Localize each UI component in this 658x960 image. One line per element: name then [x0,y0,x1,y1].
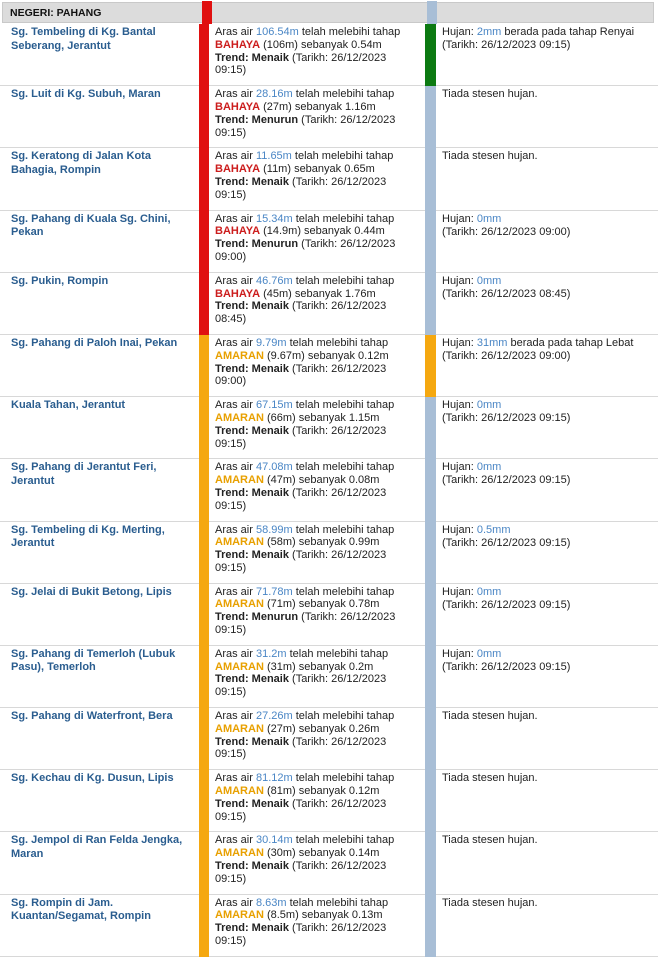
rain-info: Hujan: 0mm (Tarikh: 26/12/2023 09:15) [442,461,571,487]
station-name-link[interactable]: Sg. Pahang di Kuala Sg. Chini, Pekan [11,212,171,239]
rain-color-bar [425,770,436,832]
status-color-bar [199,86,209,148]
status-bar-top [202,1,212,24]
status-label: AMARAN [215,598,264,611]
table-row [0,211,658,273]
rain-value: 0mm [476,647,502,660]
trend-label: Trend: Menaik [215,860,289,873]
status-label: AMARAN [215,722,264,735]
water-level-info: Aras air 46.76m telah melebihi tahap BAHAYA (45m) sebanyak 1.76m Trend: Menaik (Tarikh: 26/12/2023 08:45) [215,274,395,326]
status-label: AMARAN [215,349,264,362]
rain-info: Hujan: 0mm (Tarikh: 26/12/2023 08:45) [442,274,571,300]
water-level-value: 9.79m [255,336,287,349]
water-level-value: 46.76m [255,274,293,287]
water-level-info: Aras air 11.65m telah melebihi tahap BAHAYA (11m) sebanyak 0.65m Trend: Menaik (Tarikh: 26/12/2023 09:15) [215,150,394,201]
status-color-bar [199,895,209,957]
status-label: BAHAYA [215,38,261,51]
water-level-value: 27.26m [255,710,293,723]
rain-info: Hujan: 0mm (Tarikh: 26/12/2023 09:15) [442,399,571,425]
water-level-info: Aras air 58.99m telah melebihi tahap AMARAN (58m) sebanyak 0.99m Trend: Menaik (Tarikh: 26/12/2023 09:15) [215,523,395,574]
trend-label: Trend: Menurun [215,611,299,624]
rain-color-bar [425,459,436,521]
status-label: BAHAYA [215,100,261,113]
table-row [0,584,658,646]
station-name-link[interactable]: Sg. Pukin, Rompin [11,274,109,287]
status-color-bar [199,584,209,646]
trend-label: Trend: Menaik [215,486,289,499]
status-label: BAHAYA [215,163,261,176]
rain-color-bar [425,397,436,459]
status-color-bar [199,459,209,521]
water-level-value: 8.63m [255,896,287,909]
rain-color-bar [425,895,436,957]
rain-value: 0mm [476,274,502,287]
status-label: AMARAN [215,909,264,922]
table-row [0,273,658,335]
status-color-bar [199,708,209,770]
state-title: NEGERI: PAHANG [10,7,102,19]
station-name-link[interactable]: Sg. Pahang di Temerloh (Lubuk Pasu), Temerloh [11,647,176,674]
station-name-link[interactable]: Sg. Pahang di Paloh Inai, Pekan [11,336,178,349]
trend-label: Trend: Menaik [215,922,289,935]
station-name-link[interactable]: Sg. Jelai di Bukit Betong, Lipis [11,585,172,598]
station-name-link[interactable]: Sg. Pahang di Jerantut Feri, Jerantut [11,461,157,487]
station-name-link[interactable]: Sg. Jempol di Ran Felda Jengka, Maran [11,834,183,860]
water-level-info: Aras air 106.54m telah melebihi tahap BAHAYA (106m) sebanyak 0.54m Trend: Menaik (Tarikh: 26/12/2023 09:15) [215,26,401,77]
rain-value: 0.5mm [476,523,511,536]
water-level-info: Aras air 15.34m telah melebihi tahap BAHAYA (14.9m) sebanyak 0.44m Trend: Menurun (Tarikh: 26/12/2023 09:00) [215,212,396,263]
status-label: AMARAN [215,660,264,673]
rain-color-bar [425,148,436,210]
rain-info: Tiada stesen hujan. [442,834,538,847]
water-level-info: Aras air 47.08m telah melebihi tahap AMARAN (47m) sebanyak 0.08m Trend: Menaik (Tarikh: 26/12/2023 09:15) [215,461,395,512]
water-level-value: 15.34m [255,212,293,225]
status-label: AMARAN [215,536,264,549]
water-level-value: 31.2m [255,647,287,660]
station-name-link[interactable]: Sg. Tembeling di Kg. Merting, Jerantut [11,523,165,549]
table-row [0,646,658,708]
water-level-value: 11.65m [255,150,292,163]
status-color-bar [199,397,209,459]
status-color-bar [199,522,209,584]
rain-color-bar [425,646,436,708]
rain-info: Hujan: 31mm berada pada tahap Lebat (Tarikh: 26/12/2023 09:00) [442,336,634,362]
water-level-info: Aras air 30.14m telah melebihi tahap AMARAN (30m) sebanyak 0.14m Trend: Menaik (Tarikh: 26/12/2023 09:15) [215,834,395,885]
rain-color-bar [425,522,436,584]
water-level-value: 67.15m [255,399,293,412]
table-row [0,522,658,584]
water-level-info: Aras air 81.12m telah melebihi tahap AMARAN (81m) sebanyak 0.12m Trend: Menaik (Tarikh: 26/12/2023 09:15) [215,772,395,823]
table-row [0,148,658,210]
water-level-value: 28.16m [255,88,293,101]
water-level-value: 30.14m [255,834,293,847]
station-name-link[interactable]: Sg. Tembeling di Kg. Bantal Seberang, Jerantut [11,26,156,52]
rain-color-bar [425,24,436,86]
trend-label: Trend: Menaik [215,797,289,810]
table-row [0,708,658,770]
rain-color-bar [425,584,436,646]
rain-info: Tiada stesen hujan. [442,896,538,909]
rain-value: 0mm [476,461,502,474]
water-level-value: 81.12m [255,772,293,785]
rain-info: Hujan: 0mm (Tarikh: 26/12/2023 09:15) [442,647,571,673]
station-name-link[interactable]: Kuala Tahan, Jerantut [11,399,126,412]
rain-bar-top [427,1,437,24]
table-row [0,459,658,521]
table-row [0,86,658,148]
station-name-link[interactable]: Sg. Rompin di Jam. Kuantan/Segamat, Rompin [11,896,151,923]
table-row [0,895,658,957]
station-name-link[interactable]: Sg. Kechau di Kg. Dusun, Lipis [11,772,174,785]
trend-label: Trend: Menurun [215,113,299,126]
rain-color-bar [425,708,436,770]
trend-label: Trend: Menurun [215,238,299,251]
state-header [2,2,654,23]
rain-info: Hujan: 0mm (Tarikh: 26/12/2023 09:15) [442,585,571,611]
trend-label: Trend: Menaik [215,673,289,686]
status-label: AMARAN [215,474,264,487]
rain-info: Hujan: 0.5mm (Tarikh: 26/12/2023 09:15) [442,523,571,549]
water-level-value: 47.08m [255,461,293,474]
rain-color-bar [425,211,436,273]
rain-info: Tiada stesen hujan. [442,772,538,785]
station-name-link[interactable]: Sg. Keratong di Jalan Kota Bahagia, Rompin [11,150,151,176]
trend-label: Trend: Menaik [215,549,289,562]
water-level-info: Aras air 67.15m telah melebihi tahap AMARAN (66m) sebanyak 1.15m Trend: Menaik (Tarikh: 26/12/2023 09:15) [215,399,395,450]
water-level-info: Aras air 9.79m telah melebihi tahap AMARAN (9.67m) sebanyak 0.12m Trend: Menaik (Tarikh: 26/12/2023 09:00) [215,336,389,388]
water-level-info: Aras air 28.16m telah melebihi tahap BAHAYA (27m) sebanyak 1.16m Trend: Menurun (Tarikh: 26/12/2023 09:15) [215,88,396,139]
trend-label: Trend: Menaik [215,300,289,313]
status-color-bar [199,148,209,210]
trend-label: Trend: Menaik [215,175,289,188]
trend-label: Trend: Menaik [215,424,289,437]
rain-color-bar [425,273,436,335]
rain-value: 2mm [476,26,502,38]
rain-color-bar [425,335,436,397]
station-name-link[interactable]: Sg. Pahang di Waterfront, Bera [11,710,173,723]
rain-value: 31mm [476,336,508,349]
status-color-bar [199,211,209,273]
trend-label: Trend: Menaik [215,51,289,64]
table-row [0,832,658,894]
table-row [0,397,658,459]
rain-value: 0mm [476,399,502,412]
rain-info: Tiada stesen hujan. [442,710,538,723]
rain-value: 0mm [476,212,502,225]
status-label: AMARAN [215,411,264,424]
status-color-bar [199,646,209,708]
water-level-value: 58.99m [255,523,293,536]
station-name-link[interactable]: Sg. Luit di Kg. Subuh, Maran [11,88,161,101]
rain-color-bar [425,832,436,894]
rain-info: Tiada stesen hujan. [442,88,538,101]
table-row [0,24,658,86]
rain-info: Tiada stesen hujan. [442,150,538,163]
water-level-info: Aras air 8.63m telah melebihi tahap AMARAN (8.5m) sebanyak 0.13m Trend: Menaik (Tarikh: 26/12/2023 09:15) [215,896,389,948]
rain-value: 0mm [476,585,502,598]
status-label: BAHAYA [215,225,261,238]
water-level-value: 106.54m [255,26,299,38]
station-list [0,24,658,957]
table-row [0,335,658,397]
status-color-bar [199,770,209,832]
status-color-bar [199,273,209,335]
rain-color-bar [425,86,436,148]
trend-label: Trend: Menaik [215,735,289,748]
table-row [0,770,658,832]
status-label: BAHAYA [215,287,261,300]
status-color-bar [199,335,209,397]
status-label: AMARAN [215,847,264,860]
water-level-info: Aras air 31.2m telah melebihi tahap AMARAN (31m) sebanyak 0.2m Trend: Menaik (Tarikh: 26/12/2023 09:15) [215,647,389,699]
water-level-info: Aras air 27.26m telah melebihi tahap AMARAN (27m) sebanyak 0.26m Trend: Menaik (Tarikh: 26/12/2023 09:15) [215,710,395,761]
trend-label: Trend: Menaik [215,362,289,375]
rain-info: Hujan: 0mm (Tarikh: 26/12/2023 09:00) [442,212,571,238]
rain-info: Hujan: 2mm berada pada tahap Renyai (Tarikh: 26/12/2023 09:15) [442,26,635,51]
water-level-info: Aras air 71.78m telah melebihi tahap AMARAN (71m) sebanyak 0.78m Trend: Menurun (Tarikh: 26/12/2023 09:15) [215,585,396,637]
status-label: AMARAN [215,785,264,798]
water-level-value: 71.78m [255,585,293,598]
status-color-bar [199,832,209,894]
status-color-bar [199,24,209,86]
